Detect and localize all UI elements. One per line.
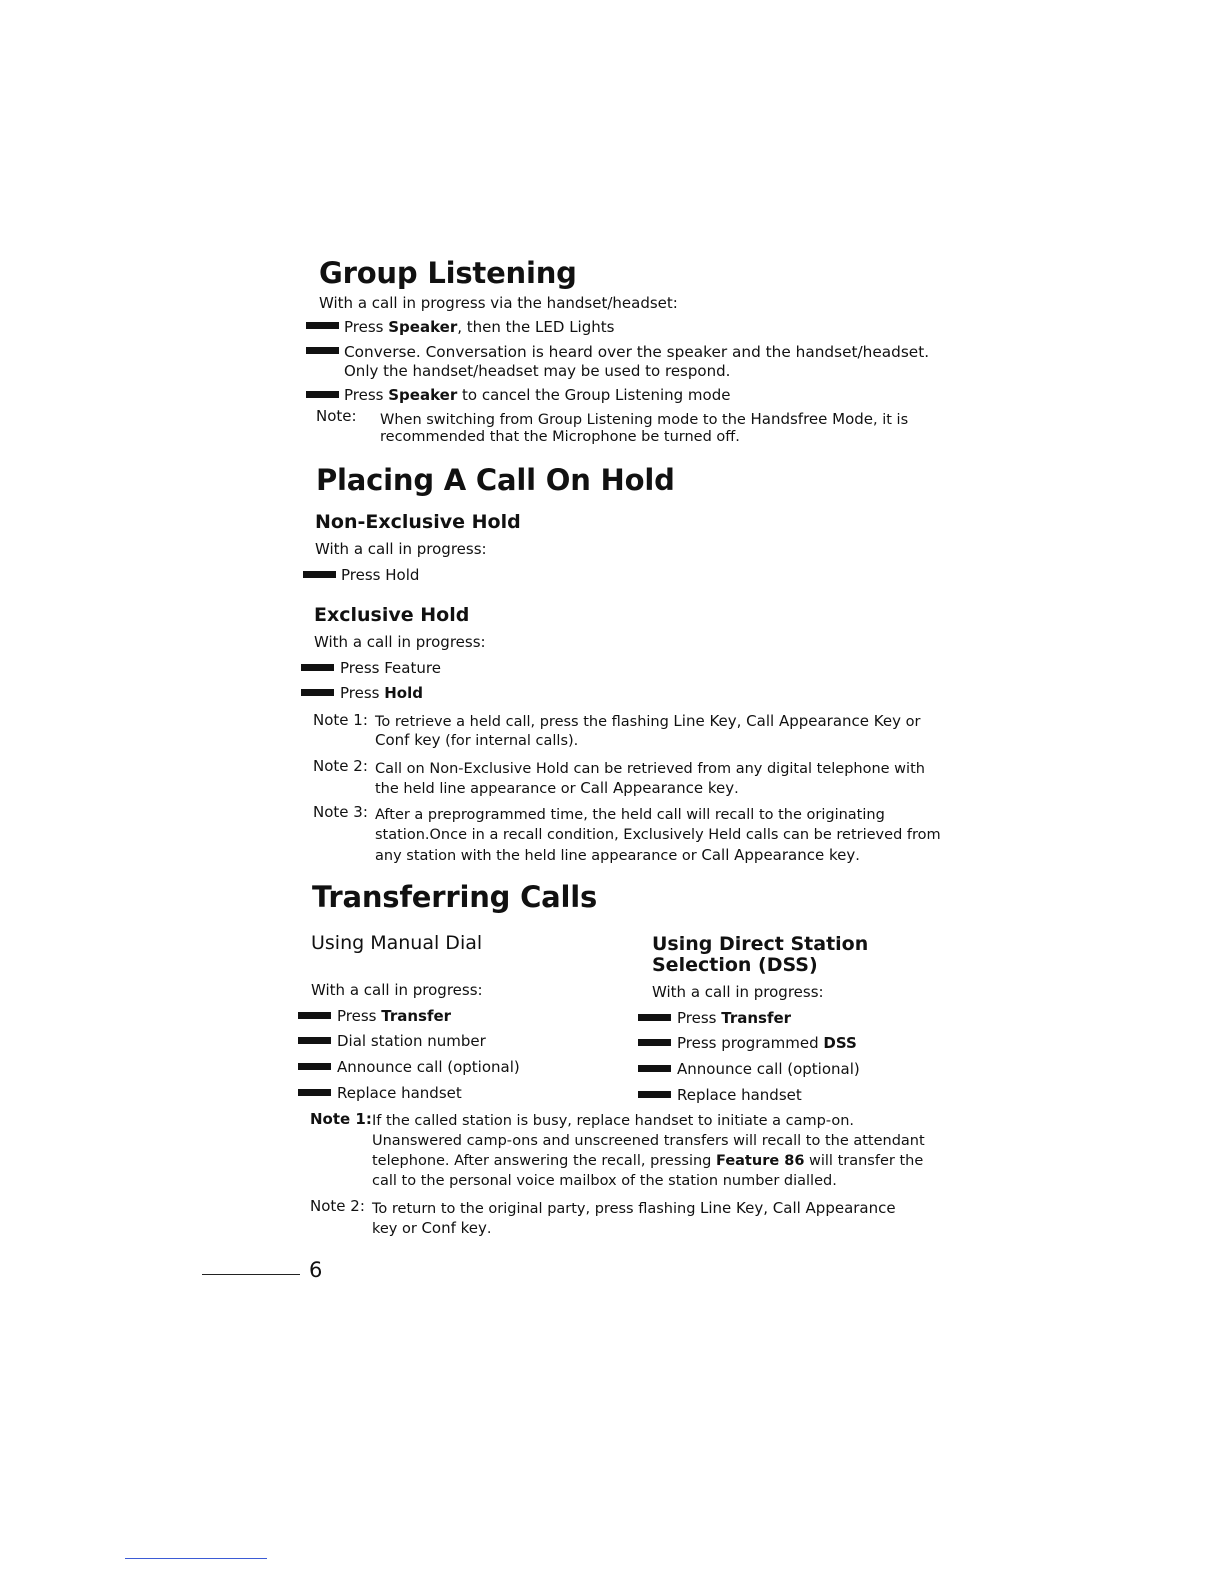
bullet-icon — [638, 1039, 671, 1046]
exclusive-intro: With a call in progress: — [314, 633, 486, 651]
transfer-note-2-line-1: To return to the original party, press flashing Line Key, Call Appearance — [372, 1199, 896, 1217]
dss-step-1: Press Transfer — [677, 1009, 792, 1027]
bullet-icon — [298, 1063, 331, 1070]
subsection-title-exclusive-hold: Exclusive Hold — [314, 604, 470, 626]
bullet-icon — [301, 664, 334, 671]
hold-note-3-label: Note 3: — [313, 803, 368, 821]
transfer-note-2-line-2: key or Conf key. — [372, 1219, 492, 1237]
manual-dial-step-4: Replace handset — [337, 1084, 462, 1102]
dss-intro: With a call in progress: — [652, 983, 824, 1001]
transfer-note-1-line-1: If the called station is busy, replace handset to initiate a camp-on. — [372, 1113, 854, 1129]
bullet-icon — [298, 1037, 331, 1044]
dss-step-4: Replace handset — [677, 1086, 802, 1104]
hold-note-3-line-2: station.Once in a recall condition, Exclusively Held calls can be retrieved from — [375, 827, 941, 843]
group-listening-note-line-1: When switching from Group Listening mode to the Handsfree Mode, it is — [380, 410, 909, 428]
section-title-hold: Placing A Call On Hold — [316, 463, 675, 497]
transfer-note-1-line-2: Unanswered camp-ons and unscreened transfers will recall to the attendant — [372, 1133, 925, 1149]
group-listening-step-1: Press Speaker, then the LED Lights — [344, 318, 615, 336]
manual-dial-step-1: Press Transfer — [337, 1007, 452, 1025]
dss-step-3: Announce call (optional) — [677, 1060, 860, 1078]
note-label: Note: — [316, 407, 357, 425]
bullet-icon — [306, 322, 339, 329]
manual-dial-step-3: Announce call (optional) — [337, 1058, 520, 1076]
manual-dial-step-2: Dial station number — [337, 1032, 486, 1050]
bullet-icon — [298, 1089, 331, 1096]
bullet-icon — [303, 571, 336, 578]
bullet-icon — [306, 391, 339, 398]
exclusive-step-2: Press Hold — [340, 684, 423, 702]
dss-step-2: Press programmed DSS — [677, 1034, 857, 1052]
bottom-edge-line — [125, 1558, 267, 1559]
group-listening-intro: With a call in progress via the handset/headset: — [319, 294, 678, 312]
page-number-rule — [202, 1274, 300, 1275]
section-title-transfer: Transferring Calls — [312, 880, 598, 914]
hold-note-3-line-1: After a preprogrammed time, the held call will recall to the originating — [375, 807, 885, 823]
subsection-title-dss: Using Direct Station Selection (DSS) — [652, 933, 869, 976]
bullet-icon — [638, 1014, 671, 1021]
transfer-note-2-label: Note 2: — [310, 1197, 365, 1215]
group-listening-step-3: Press Speaker to cancel the Group Listening mode — [344, 386, 731, 404]
transfer-note-1-label: Note 1: — [310, 1110, 372, 1128]
non-exclusive-step-1: Press Hold — [341, 566, 420, 584]
hold-note-2-line-2: the held line appearance or Call Appearance key. — [375, 779, 739, 797]
hold-note-1-label: Note 1: — [313, 711, 368, 729]
non-exclusive-intro: With a call in progress: — [315, 540, 487, 558]
page-number: 6 — [309, 1258, 323, 1282]
transfer-note-1-line-3: telephone. After answering the recall, pressing Feature 86 will transfer the — [372, 1153, 924, 1169]
bullet-icon — [298, 1012, 331, 1019]
group-listening-note-line-2: recommended that the Microphone be turned off. — [380, 429, 740, 445]
group-listening-step-2-cont: Only the handset/headset may be used to respond. — [344, 362, 731, 380]
subsection-title-non-exclusive-hold: Non-Exclusive Hold — [315, 511, 521, 533]
subsection-title-manual-dial: Using Manual Dial — [311, 932, 483, 954]
manual-dial-intro: With a call in progress: — [311, 981, 483, 999]
hold-note-1-line-1: To retrieve a held call, press the flashing Line Key, Call Appearance Key or — [375, 712, 921, 730]
bullet-icon — [306, 347, 339, 354]
bullet-icon — [638, 1091, 671, 1098]
hold-note-1-line-2: Conf key (for internal calls). — [375, 731, 579, 749]
section-title-group-listening: Group Listening — [319, 256, 577, 290]
group-listening-step-2: Converse. Conversation is heard over the speaker and the handset/headset. — [344, 343, 930, 361]
bullet-icon — [301, 689, 334, 696]
hold-note-2-label: Note 2: — [313, 757, 368, 775]
transfer-note-1-line-4: call to the personal voice mailbox of the station number dialled. — [372, 1173, 837, 1189]
exclusive-step-1: Press Feature — [340, 659, 441, 677]
hold-note-3-line-3: any station with the held line appearance or Call Appearance key. — [375, 846, 860, 864]
hold-note-2-line-1: Call on Non-Exclusive Hold can be retrieved from any digital telephone with — [375, 761, 925, 777]
bullet-icon — [638, 1065, 671, 1072]
